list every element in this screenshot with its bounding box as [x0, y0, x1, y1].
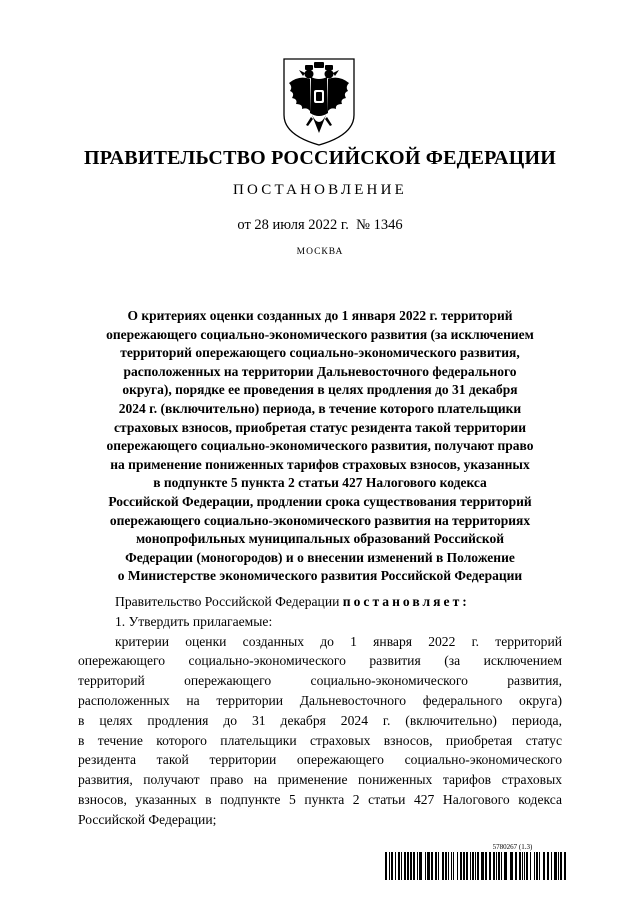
paragraph-line: резидента такой территории опережающего социально-экономического: [78, 752, 562, 768]
government-title: ПРАВИТЕЛЬСТВО РОССИЙСКОЙ ФЕДЕРАЦИИ: [84, 147, 556, 169]
heading-line: опережающего социально-экономического развития, получают право: [106, 438, 534, 454]
paragraph-line: опережающего социально-экономического развития (за исключением: [78, 653, 562, 669]
heading-line: Российской Федерации, продлении срока существования территорий: [108, 493, 532, 509]
preamble-text: Правительство Российской Федерации: [115, 594, 340, 609]
item-1-paragraph: 1. Утвердить прилагаемые:: [115, 613, 273, 629]
heading-line: О критериях оценки созданных до 1 января 2022 г. территорий: [127, 308, 513, 323]
heading-line: страховых взносов, приобретая статус резидента такой территории: [114, 419, 526, 435]
decree-word: постановляет:: [342, 594, 470, 609]
heading-line: территорий опережающего социально-экономического развития,: [120, 345, 520, 361]
heading-line: на применение пониженных тарифов страховых взносов, указанных: [110, 456, 530, 472]
barcode-number: 5780267 (1.3): [492, 843, 533, 851]
heading-line: 2024 г. (включительно) периода, в течение которого плательщики: [118, 400, 522, 416]
heading-line: о Министерстве экономического развития Российской Федерации: [117, 568, 523, 584]
heading-line: Федерации (моногородов) и о внесении изменений в Положение: [125, 549, 515, 565]
paragraph-line: развития, получают право на применение пониженных тарифов страховых: [78, 772, 562, 788]
heading-line: опережающего социально-экономического развития (за исключением: [106, 326, 534, 342]
paragraph-line: взносов, указанных в подпункте 5 пункта 2 статьи 427 Налогового кодекса: [78, 791, 562, 807]
date-line: [0, 217, 640, 234]
document-type: ПОСТАНОВЛЕНИЕ: [233, 182, 407, 198]
heading-line: округа), порядке ее проведения в целях продления до 31 декабря: [122, 382, 518, 398]
paragraph-line: Российской Федерации;: [78, 811, 217, 827]
criteria-paragraph: [78, 632, 562, 830]
preamble-paragraph: [78, 592, 562, 612]
date-prefix: от: [237, 217, 251, 233]
paragraph-line: критерии оценки созданных до 1 января 2022 г. территорий: [115, 633, 562, 649]
document-heading: [70, 307, 570, 586]
paragraph-line: в целях продления до 31 декабря 2024 г. (включительно) периода,: [78, 712, 562, 728]
document-number: 1346: [373, 217, 403, 233]
paragraph-line: территорий опережающего социально-экономического развития,: [78, 673, 562, 689]
heading-line: в подпункте 5 пункта 2 статьи 427 Налогового кодекса: [153, 475, 487, 491]
barcode-icon: [385, 852, 568, 880]
coat-of-arms-icon: [281, 57, 357, 147]
document-body: [78, 592, 562, 830]
heading-line: расположенных на территории Дальневосточного федерального: [123, 363, 517, 379]
heading-line: опережающего социально-экономического развития на территориях: [109, 512, 531, 528]
heading-line: монопрофильных муниципальных образований Российской: [135, 531, 505, 547]
number-sign: №: [356, 217, 370, 233]
document-date: 28 июля 2022 г.: [254, 217, 349, 233]
paragraph-line: в течение которого плательщики страховых взносов, приобретая статус: [78, 732, 562, 748]
city: МОСКВА: [296, 247, 344, 257]
paragraph-line: расположенных на территории Дальневосточного федерального округа): [78, 692, 562, 708]
